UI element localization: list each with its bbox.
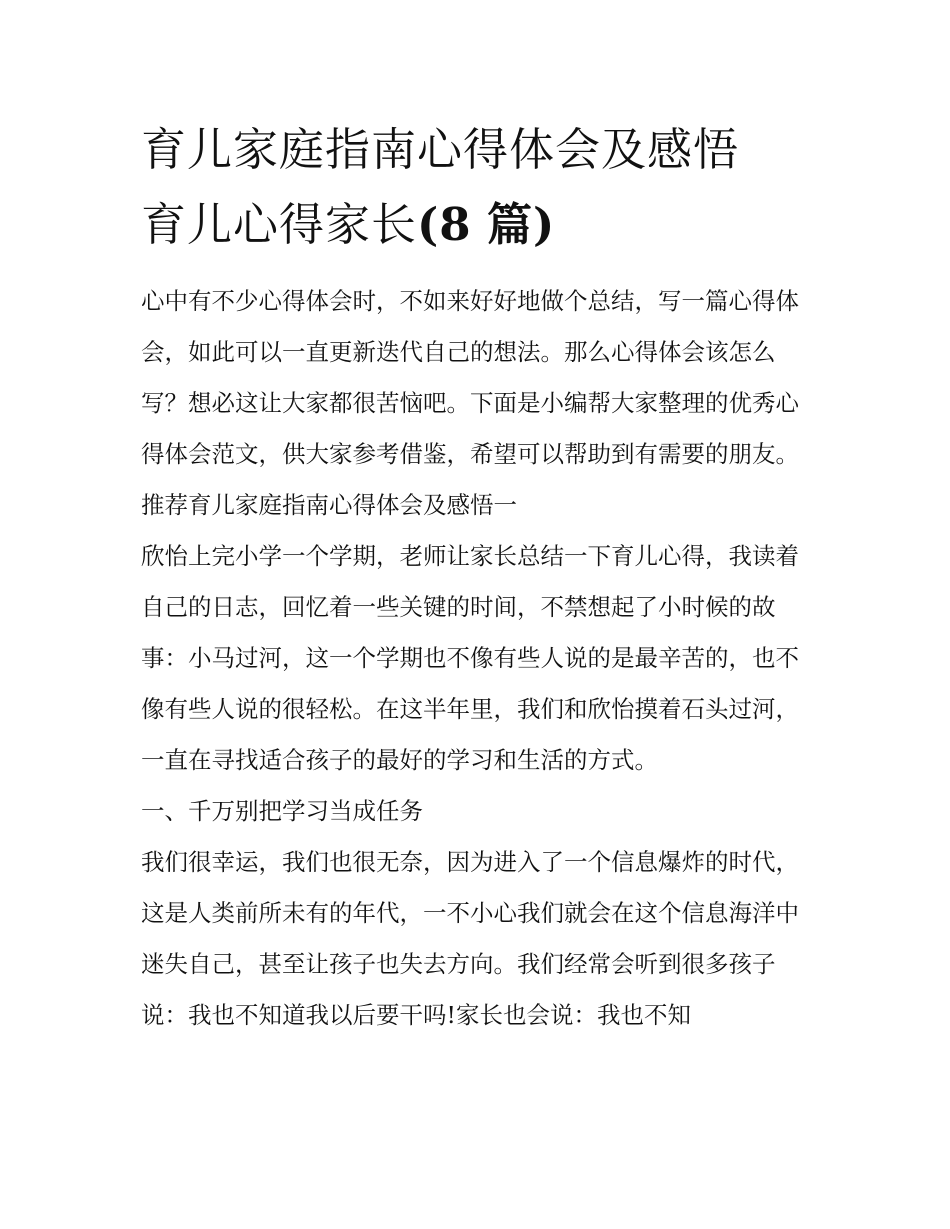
document-title <box>141 112 821 262</box>
body-paragraph: 我们很幸运，我们也很无奈，因为进入了一个信息爆炸的时代，这是人类前所未有的年代，一不小心我们就会在这个信息海洋中迷失自己，甚至让孩子也失去方向。我们经常会听到很多孩子说：我也不知道我以后要干吗!家长也会说：我也不知 <box>141 848 799 1029</box>
body-paragraph: 欣怡上完小学一个学期，老师让家长总结一下育儿心得，我读着自己的日志，回忆着一些关键的时间，不禁想起了小时候的故事：小马过河，这一个学期也不像有些人说的是最辛苦的，也不像有些人说的很轻松。在这半年里，我们和欣怡摸着石头过河，一直在寻找适合孩子的最好的学习和生活的方式。 <box>141 542 799 774</box>
subsection-heading: 一、千万别把学习当成任务 <box>141 797 423 825</box>
intro-paragraph: 心中有不少心得体会时，不如来好好地做个总结，写一篇心得体会，如此可以一直更新迭代自己的想法。那么心得体会该怎么写？想必这让大家都很苦恼吧。下面是小编帮大家整理的优秀心得体会范文，供大家参考借鉴，希望可以帮助到有需要的朋友。 <box>141 287 799 468</box>
title-line-2-tail: 篇) <box>486 198 556 251</box>
title-line-2-number: (8 <box>417 198 472 251</box>
section-heading: 推荐育儿家庭指南心得体会及感悟一 <box>141 491 517 519</box>
title-line-1: 育儿家庭指南心得体会及感悟 <box>141 123 740 176</box>
title-line-2-text: 育儿心得家长 <box>141 198 418 251</box>
document-body <box>141 276 813 1041</box>
